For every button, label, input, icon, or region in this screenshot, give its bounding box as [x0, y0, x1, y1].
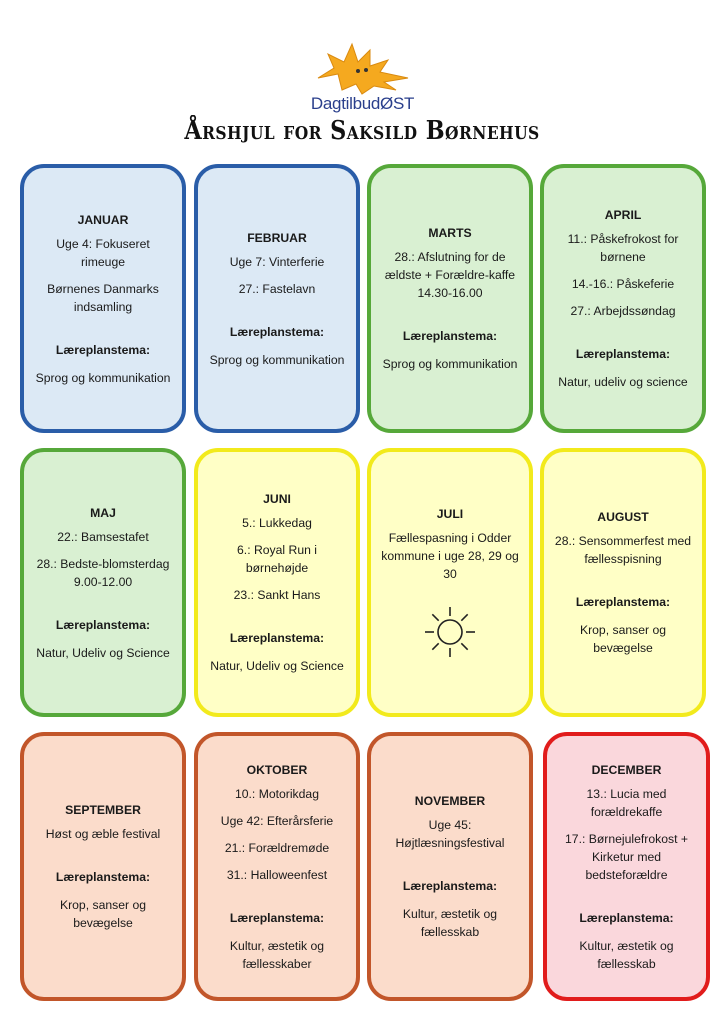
month-name: AUGUST [597, 510, 649, 524]
month-name: NOVEMBER [414, 794, 486, 808]
month-card-marts [367, 164, 533, 433]
event-item: 27.: Fastelavn [238, 281, 316, 296]
event-item: Fællespasning i Odder kommune i uge 28, 29 og 30 [381, 531, 519, 581]
event-item: 28.: Bedste-blomsterdag 9.00-12.00 [36, 556, 170, 589]
month-name: APRIL [604, 208, 642, 222]
month-card-februar [194, 164, 360, 433]
theme-label: Læreplanstema: [229, 631, 325, 645]
month-card-juli [367, 448, 533, 717]
theme-label: Læreplanstema: [402, 329, 498, 343]
month-card-september [20, 732, 186, 1001]
month-card-oktober [194, 732, 360, 1001]
event-item: 11.: Påskefrokost for børnene [567, 232, 679, 264]
month-card-december [543, 732, 710, 1001]
event-item: 17.: Børnejulefrokost + Kirketur med bedsteforældre [565, 831, 688, 882]
theme-value: Sprog og kommunikation [382, 357, 518, 371]
event-item: 10.: Motorikdag [234, 786, 319, 801]
month-name: SEPTEMBER [65, 803, 141, 817]
event-item: 27.: Arbejdssøndag [570, 304, 676, 318]
theme-label: Læreplanstema: [229, 910, 325, 925]
event-item: Børnenes Danmarks indsamling [47, 281, 159, 314]
theme-value: Natur, udeliv og science [558, 375, 688, 389]
event-item: 31.: Halloweenfest [226, 867, 328, 882]
month-card-maj [20, 448, 186, 717]
month-name: JUNI [263, 492, 291, 506]
month-name: JULI [436, 507, 464, 521]
month-card-april [540, 164, 706, 433]
event-item: 22.: Bamsestafet [57, 529, 149, 544]
event-item: 28.: Afslutning for de ældste + Forældre-kaffe 14.30-16.00 [384, 250, 516, 300]
theme-value: Sprog og kommunikation [209, 352, 345, 367]
event-item: 13.: Lucia med forældrekaffe [586, 786, 667, 819]
event-item: Høst og æble festival [45, 827, 161, 841]
event-item: 6.: Royal Run i børnehøjde [237, 543, 317, 575]
theme-value: Natur, Udeliv og Science [210, 659, 344, 673]
month-card-juni [194, 448, 360, 717]
page-title: Årshjul for Saksild Børnehus [184, 116, 540, 146]
theme-value: Kultur, æstetik og fællesskab [402, 907, 498, 939]
theme-label: Læreplanstema: [55, 617, 151, 632]
month-name: DECEMBER [591, 762, 662, 777]
theme-value: Natur, Udeliv og Science [36, 645, 170, 660]
theme-value: Krop, sanser og bevægelse [59, 898, 147, 930]
sun-icon [422, 604, 478, 660]
theme-label: Læreplanstema: [402, 879, 498, 893]
event-item: Uge 42: Efterårsferie [220, 813, 334, 828]
event-item: 21.: Forældremøde [224, 840, 330, 855]
month-card-november [367, 732, 533, 1001]
theme-label: Læreplanstema: [229, 324, 325, 339]
event-item: Uge 4: Fokuseret rimeuge [56, 236, 150, 269]
event-item: Uge 45: Højtlæsningsfestival [395, 818, 505, 850]
month-card-januar [20, 164, 186, 433]
logo-text: DagtilbudØST [310, 94, 415, 113]
theme-label: Læreplanstema: [575, 347, 671, 361]
theme-label: Læreplanstema: [55, 870, 151, 884]
sun-splash-logo-icon [300, 38, 425, 98]
month-name: MAJ [90, 505, 116, 520]
event-item: 28.: Sensommerfest med fællesspisning [554, 534, 692, 566]
month-name: FEBRUAR [247, 230, 307, 245]
theme-value: Kultur, æstetik og fællesskab [579, 938, 674, 971]
theme-value: Kultur, æstetik og fællesskaber [229, 938, 325, 971]
month-card-august [540, 448, 706, 717]
logo [300, 38, 425, 118]
event-item: 23.: Sankt Hans [233, 588, 321, 602]
event-item: 14.-16.: Påskeferie [571, 277, 675, 291]
event-item: Uge 7: Vinterferie [229, 254, 325, 269]
theme-label: Læreplanstema: [579, 910, 674, 925]
theme-value: Krop, sanser og bevægelse [579, 623, 667, 655]
event-item: 5.: Lukkedag [242, 516, 312, 530]
month-name: OKTOBER [246, 762, 308, 777]
month-name: JANUAR [77, 212, 129, 227]
theme-label: Læreplanstema: [575, 595, 671, 609]
month-name: MARTS [428, 226, 472, 240]
theme-label: Læreplanstema: [55, 342, 151, 357]
theme-value: Sprog og kommunikation [35, 370, 171, 385]
